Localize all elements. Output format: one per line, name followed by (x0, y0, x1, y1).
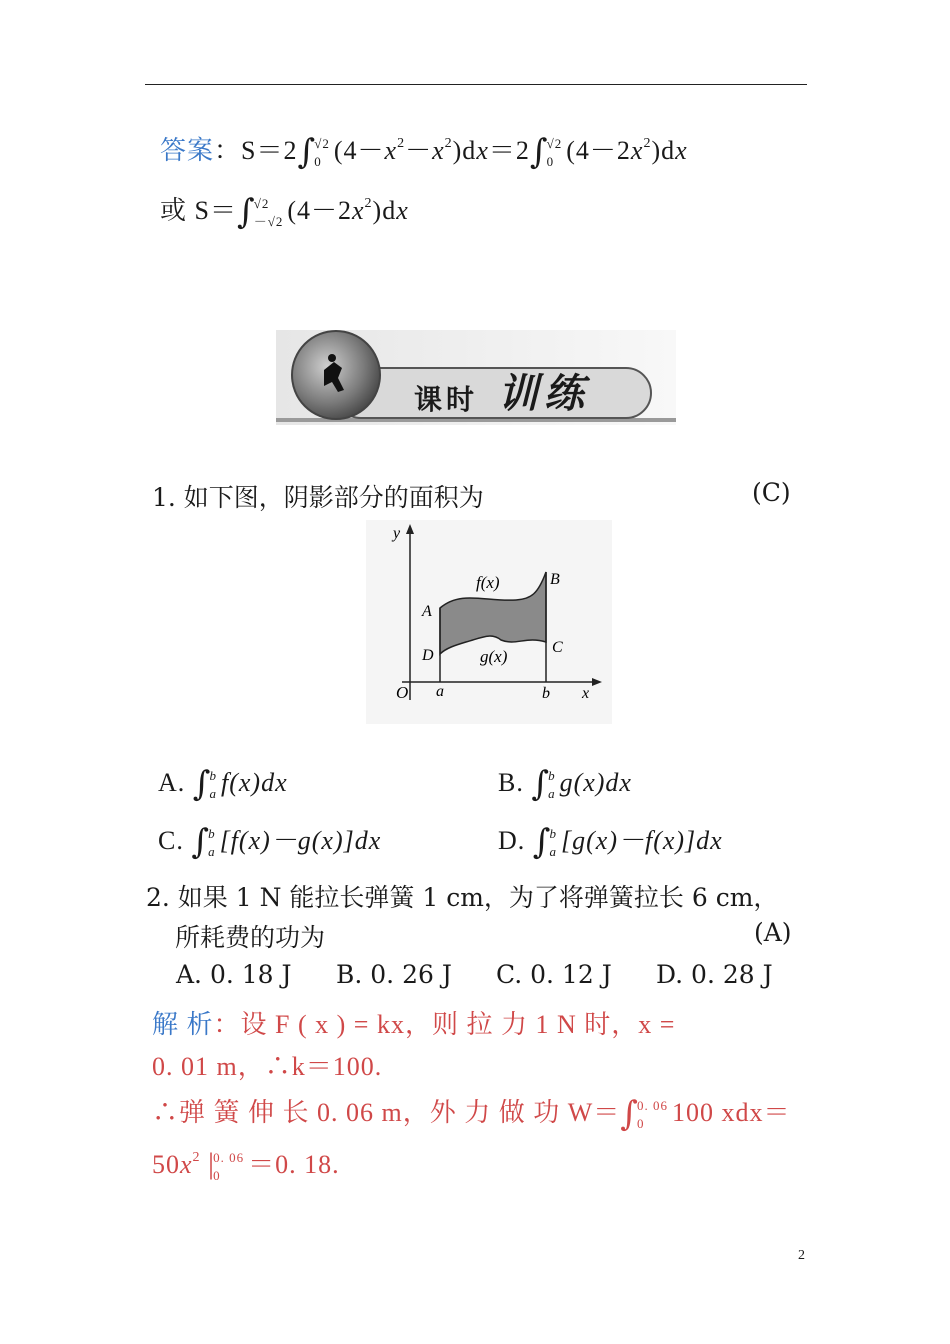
point-A-label: A (422, 603, 432, 620)
q2-option-d: D. 0. 28 J (656, 960, 773, 989)
q2-option-a: A. 0. 18 J (176, 960, 292, 989)
answer-line-2: 或 S＝∫ √2 －√2 $(4-2x^2)dx$ (160, 192, 409, 232)
area-graph (366, 520, 612, 724)
point-C-label: C (552, 639, 563, 656)
answer-line-1: 答案：S＝2∫ √2 0 $(4-x^2-x^2)dx=2\int$ √2 0 $(4-2x^2)dx$ (160, 132, 688, 172)
q1-option-d: D. ∫ b a [g(x)－f(x)]dx (498, 822, 723, 862)
point-a-label: a (436, 683, 444, 700)
q2-answer: (A) (754, 918, 792, 947)
g-label: g(x) (480, 647, 508, 666)
point-B-label: B (550, 571, 560, 588)
q1-text: 1. 如下图，阴影部分的面积为 (152, 483, 484, 512)
top-rule (145, 84, 807, 85)
axis-y-label: y (393, 525, 401, 542)
q2-line-1: 2. 如果 1 N 能拉长弹簧 1 cm，为了将弹簧拉长 6 cm， (146, 883, 779, 912)
banner-title-b: 训练 (498, 370, 590, 417)
q1-answer: (C) (752, 478, 791, 507)
origin-label: O (396, 683, 409, 702)
point-b-label: b (542, 685, 550, 702)
q1-option-c: C. ∫ b a [f(x)－g(x)]dx (158, 822, 382, 862)
solution-label: 解 析 (152, 1010, 214, 1039)
banner-title-a: 课时 (414, 383, 479, 416)
q2-line-2: 所耗费的功为 (175, 923, 326, 952)
axis-x-label: x (582, 685, 590, 702)
answer-label: 答案 (160, 136, 215, 165)
q2-option-c: C. 0. 12 J (496, 960, 612, 989)
page-number: 2 (798, 1248, 805, 1263)
solution-line-3: ∴弹 簧 伸 长 0. 06 m，外 力 做 功 W＝∫ 0. 06 0 100 xdx＝ (152, 1094, 791, 1134)
solution-line-1: 解 析：设 F ( x ) = kx，则 拉 力 1 N 时，x = (152, 1010, 676, 1039)
q2-option-b: B. 0. 26 J (336, 960, 452, 989)
solution-line-2: 0. 01 m，∴k＝100. (152, 1052, 383, 1081)
q1-option-b: B. ∫ b a g(x)dx (498, 764, 632, 804)
point-D-label: D (422, 647, 434, 664)
section-banner (276, 330, 676, 425)
f-label: f(x) (476, 573, 500, 592)
q1-option-a: A. ∫ b a f(x)dx (158, 764, 288, 804)
q1-figure (366, 520, 612, 724)
solution-line-4: $50x^2$ | 0. 06 0 ＝0. 18. (152, 1147, 340, 1184)
